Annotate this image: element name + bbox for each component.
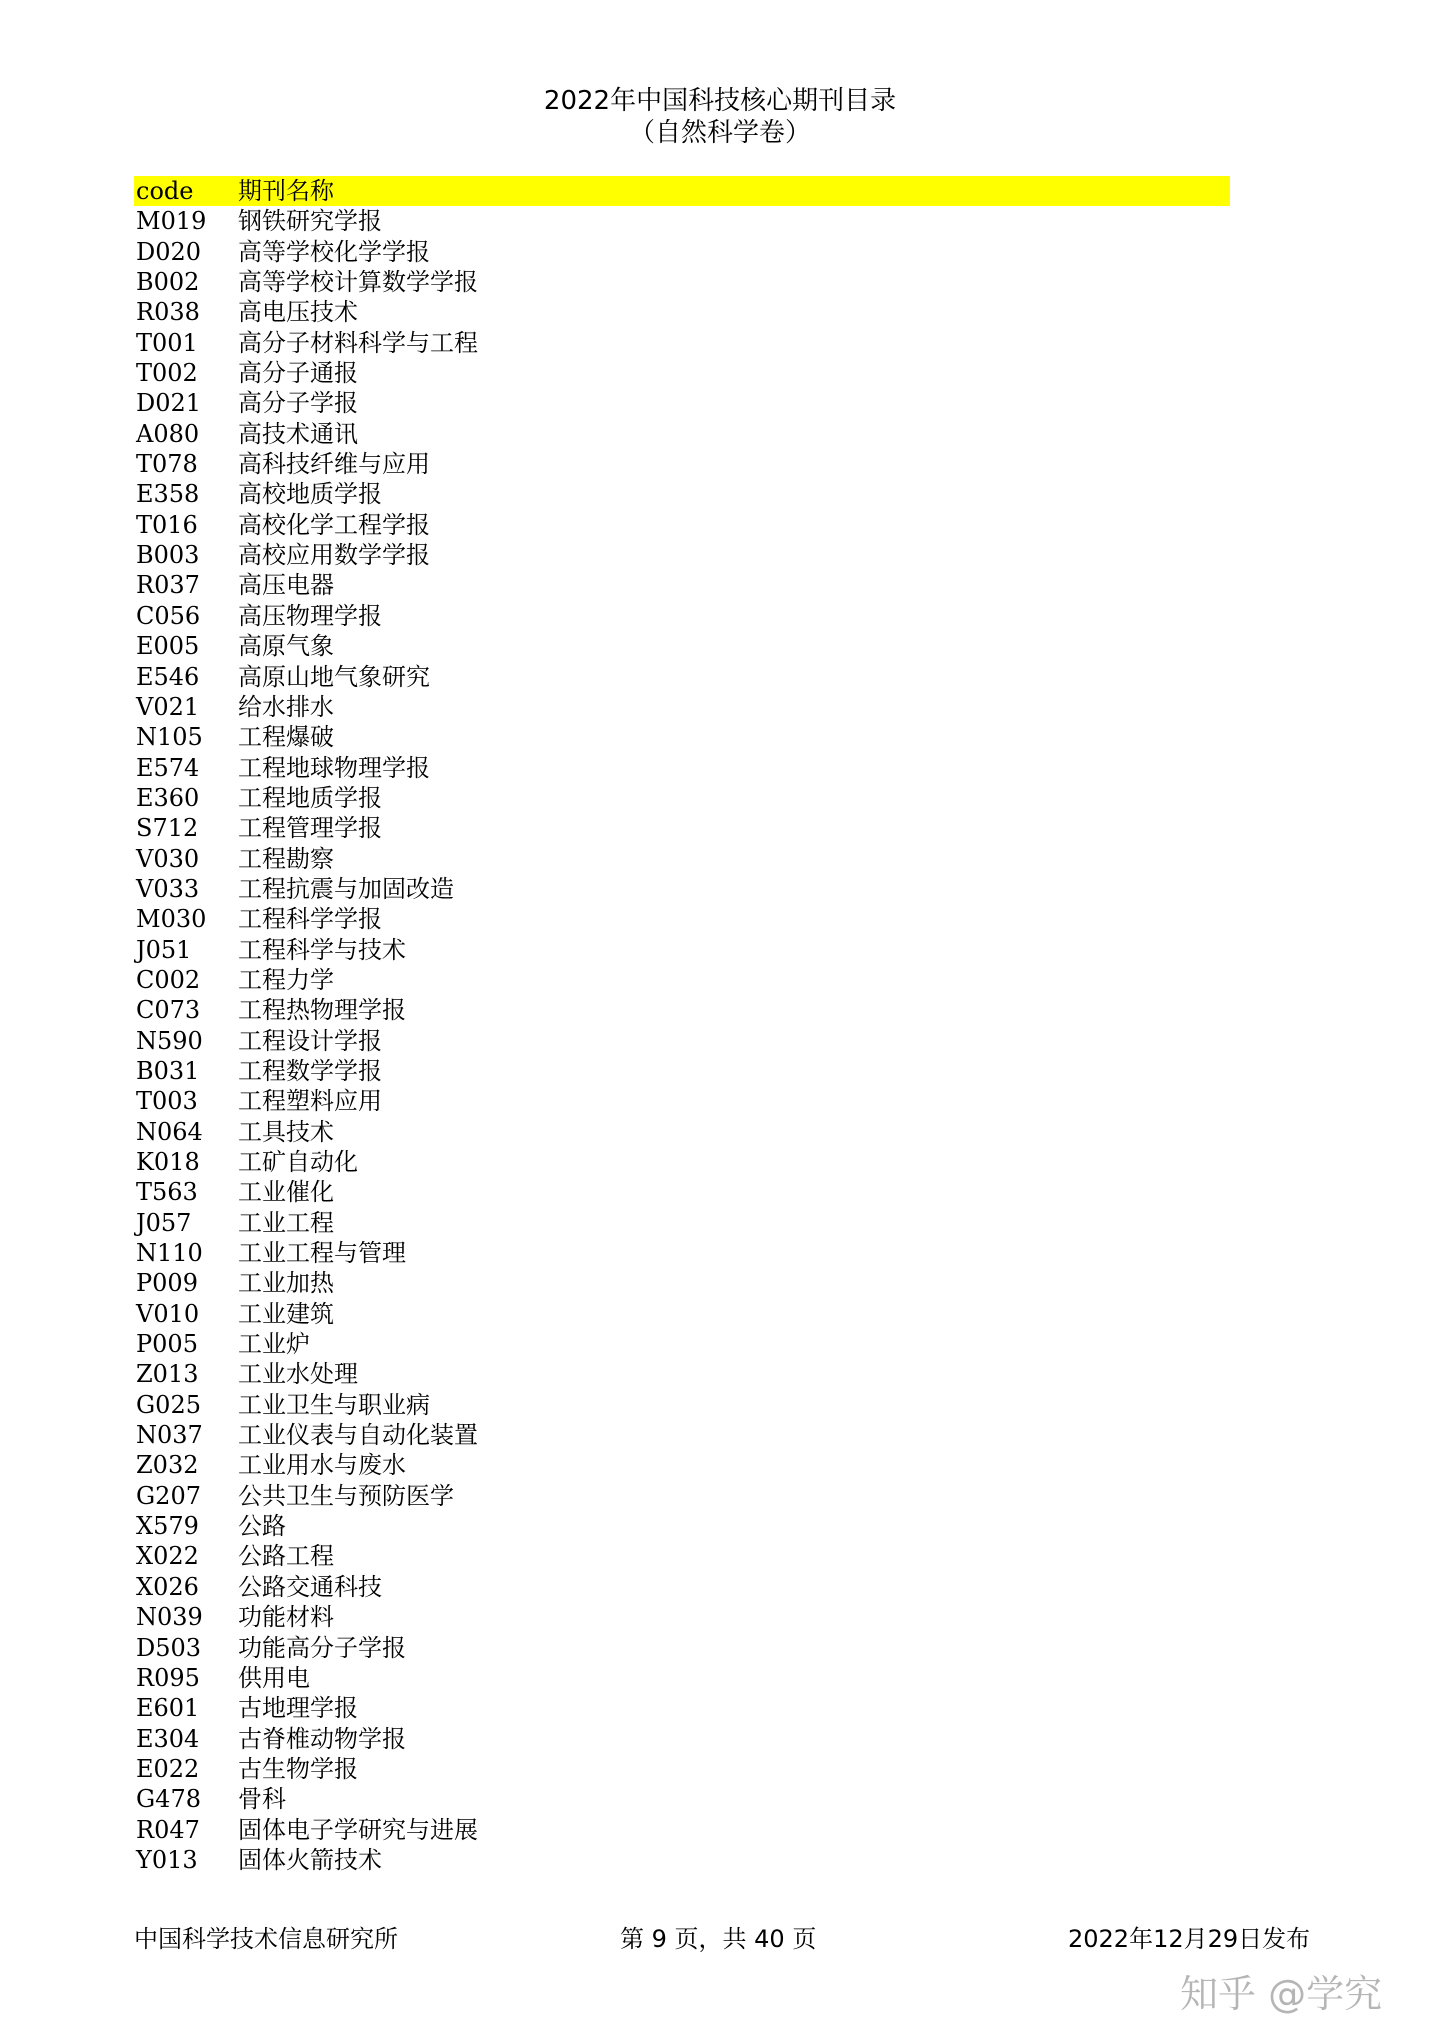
journal-code: N110 xyxy=(136,1239,203,1268)
table-row xyxy=(134,1784,1230,1814)
table-body xyxy=(134,206,1230,1875)
table-row xyxy=(134,206,1230,236)
document-subtitle: （自然科学卷） xyxy=(628,118,811,148)
table-row xyxy=(134,1238,1230,1268)
journal-name: 工业工程与管理 xyxy=(238,1239,406,1268)
journal-code: E304 xyxy=(136,1724,200,1753)
table-row xyxy=(134,1026,1230,1056)
journal-name: 高压物理学报 xyxy=(238,601,382,630)
journal-name: 工程勘察 xyxy=(238,844,334,873)
journal-code: Y013 xyxy=(136,1845,198,1874)
journal-code: V010 xyxy=(136,1299,200,1328)
journal-code: P005 xyxy=(136,1330,198,1359)
journal-name: 高等学校化学学报 xyxy=(238,237,430,266)
table-row xyxy=(134,510,1230,540)
table-row xyxy=(134,601,1230,631)
journal-name: 工业水处理 xyxy=(238,1360,358,1389)
table-row xyxy=(134,1633,1230,1663)
journal-name: 工程数学学报 xyxy=(238,1056,382,1085)
journal-code: G478 xyxy=(136,1785,201,1814)
journal-code: D503 xyxy=(136,1633,202,1662)
table-row xyxy=(134,570,1230,600)
journal-code: R037 xyxy=(136,571,200,600)
table-row xyxy=(134,449,1230,479)
journal-name: 高压电器 xyxy=(238,571,334,600)
journal-name: 工程管理学报 xyxy=(238,814,382,843)
journal-code: M030 xyxy=(136,905,207,934)
journal-name: 高原气象 xyxy=(238,632,334,661)
journal-code: G025 xyxy=(136,1390,201,1419)
journal-code: S712 xyxy=(136,814,199,843)
table-row xyxy=(134,388,1230,418)
journal-name: 工程爆破 xyxy=(238,723,334,752)
table-row xyxy=(134,1359,1230,1389)
journal-code: E005 xyxy=(136,632,200,661)
table-row xyxy=(134,358,1230,388)
journal-code: E601 xyxy=(136,1694,200,1723)
footer-date: 2022年12月29日发布 xyxy=(1068,1925,1311,1953)
journal-code: T563 xyxy=(136,1178,198,1207)
table-row xyxy=(134,1693,1230,1723)
journal-name: 高技术通讯 xyxy=(238,419,358,448)
journal-name: 高电压技术 xyxy=(238,298,358,327)
journal-code: B003 xyxy=(136,541,200,570)
journal-name: 高校应用数学学报 xyxy=(238,541,430,570)
journal-name: 工业催化 xyxy=(238,1178,334,1207)
journal-name: 工程科学学报 xyxy=(238,905,382,934)
journal-code: E546 xyxy=(136,662,200,691)
table-row xyxy=(134,1845,1230,1875)
journal-name: 工业炉 xyxy=(238,1330,310,1359)
table-row xyxy=(134,1208,1230,1238)
journal-code: N590 xyxy=(136,1026,203,1055)
table-row xyxy=(134,1572,1230,1602)
journal-name: 给水排水 xyxy=(238,692,334,721)
table-row xyxy=(134,995,1230,1025)
table-row xyxy=(134,904,1230,934)
journal-name: 工程设计学报 xyxy=(238,1026,382,1055)
table-row xyxy=(134,631,1230,661)
watermark: 知乎 @学究 xyxy=(1180,1972,1383,2016)
journal-name: 工业加热 xyxy=(238,1269,334,1298)
journal-code: C056 xyxy=(136,601,201,630)
journal-code: A080 xyxy=(136,419,200,448)
journal-code: R095 xyxy=(136,1663,200,1692)
journal-code: N039 xyxy=(136,1603,203,1632)
table-row xyxy=(134,479,1230,509)
table-row xyxy=(134,540,1230,570)
journal-name: 古脊椎动物学报 xyxy=(238,1724,406,1753)
journal-code: G207 xyxy=(136,1481,201,1510)
table-row xyxy=(134,1815,1230,1845)
table-row xyxy=(134,662,1230,692)
table-row xyxy=(134,844,1230,874)
table-row xyxy=(134,1268,1230,1298)
journal-name: 高分子学报 xyxy=(238,389,358,418)
table-row xyxy=(134,1511,1230,1541)
journal-name: 钢铁研究学报 xyxy=(238,207,382,236)
table-header-row xyxy=(134,176,1230,206)
journal-name: 功能高分子学报 xyxy=(238,1633,406,1662)
journal-name: 古生物学报 xyxy=(238,1754,358,1783)
journal-name: 工程塑料应用 xyxy=(238,1087,382,1116)
journal-code: J051 xyxy=(136,935,192,964)
journal-code: D020 xyxy=(136,237,202,266)
journal-code: K018 xyxy=(136,1148,200,1176)
table-row xyxy=(134,1177,1230,1207)
journal-code: E358 xyxy=(136,480,200,509)
footer-publisher: 中国科学技术信息研究所 xyxy=(134,1925,398,1953)
table-row xyxy=(134,419,1230,449)
table-row xyxy=(134,1086,1230,1116)
table-row xyxy=(134,237,1230,267)
document-title: 2022年中国科技核心期刊目录 xyxy=(543,86,897,116)
journal-code: X022 xyxy=(136,1542,199,1571)
journal-code: Z032 xyxy=(136,1451,199,1480)
journal-code: E574 xyxy=(136,753,200,782)
table-row xyxy=(134,1450,1230,1480)
journal-code: C073 xyxy=(136,996,201,1025)
table-row xyxy=(134,1420,1230,1450)
journal-code: X026 xyxy=(136,1572,199,1601)
journal-name: 公共卫生与预防医学 xyxy=(238,1481,454,1510)
table-row xyxy=(134,1390,1230,1420)
journal-name: 固体电子学研究与进展 xyxy=(238,1815,478,1844)
table-row xyxy=(134,267,1230,297)
journal-name: 高等学校计算数学学报 xyxy=(238,268,478,297)
journal-name: 高科技纤维与应用 xyxy=(238,450,430,479)
journal-code: N105 xyxy=(136,723,203,752)
journal-name: 高分子通报 xyxy=(238,359,358,388)
journal-name: 工具技术 xyxy=(238,1117,334,1146)
journal-code: T078 xyxy=(136,450,198,479)
journal-name: 工业仪表与自动化装置 xyxy=(238,1421,478,1450)
table-row xyxy=(134,1541,1230,1571)
journal-code: D021 xyxy=(136,389,202,418)
journal-name: 工程地球物理学报 xyxy=(238,753,430,782)
journal-code: Z013 xyxy=(136,1360,199,1389)
journal-name: 公路工程 xyxy=(238,1542,334,1571)
header-code: code xyxy=(136,177,194,205)
table-row xyxy=(134,328,1230,358)
journal-code: R047 xyxy=(136,1815,200,1844)
journal-code: T002 xyxy=(136,359,198,388)
journal-name: 功能材料 xyxy=(238,1603,334,1632)
journal-code: V033 xyxy=(136,874,200,903)
journal-name: 高原山地气象研究 xyxy=(238,662,430,691)
table-row xyxy=(134,1724,1230,1754)
journal-name: 工业卫生与职业病 xyxy=(238,1390,430,1419)
table-row xyxy=(134,813,1230,843)
journal-name: 供用电 xyxy=(238,1663,310,1692)
table-row xyxy=(134,1147,1230,1177)
journal-name: 古地理学报 xyxy=(238,1694,358,1723)
journal-code: P009 xyxy=(136,1269,198,1298)
journal-name: 公路交通科技 xyxy=(238,1572,382,1601)
journal-code: B002 xyxy=(136,268,200,297)
table-row xyxy=(134,722,1230,752)
journal-code: R038 xyxy=(136,298,200,327)
journal-name: 工程力学 xyxy=(238,965,334,994)
journal-name: 工业用水与废水 xyxy=(238,1451,406,1480)
table-row xyxy=(134,692,1230,722)
table-row xyxy=(134,783,1230,813)
journal-code: T016 xyxy=(136,510,198,539)
journal-name: 高校化学工程学报 xyxy=(238,510,430,539)
journal-name: 工程抗震与加固改造 xyxy=(238,874,454,903)
table-row xyxy=(134,1117,1230,1147)
journal-code: B031 xyxy=(136,1056,200,1085)
journal-name: 公路 xyxy=(238,1512,286,1541)
journal-name: 高校地质学报 xyxy=(238,480,382,509)
journal-code: N037 xyxy=(136,1421,203,1450)
journal-name: 高分子材料科学与工程 xyxy=(238,328,478,357)
journal-code: C002 xyxy=(136,965,201,994)
table-row xyxy=(134,1056,1230,1086)
journal-name: 固体火箭技术 xyxy=(238,1845,382,1874)
journal-code: T001 xyxy=(136,328,198,357)
table-row xyxy=(134,1663,1230,1693)
journal-code: E022 xyxy=(136,1754,200,1783)
table-row xyxy=(134,1481,1230,1511)
journal-name: 工程地质学报 xyxy=(238,783,382,812)
table-row xyxy=(134,1602,1230,1632)
table-row xyxy=(134,297,1230,327)
journal-name: 工程热物理学报 xyxy=(238,996,406,1025)
journal-code: E360 xyxy=(136,783,200,812)
table-row xyxy=(134,874,1230,904)
journal-table xyxy=(134,176,1230,1875)
table-row xyxy=(134,935,1230,965)
header-journal-name: 期刊名称 xyxy=(238,177,334,205)
journal-code: X579 xyxy=(136,1512,199,1541)
journal-code: J057 xyxy=(136,1208,192,1237)
table-row xyxy=(134,1754,1230,1784)
table-row xyxy=(134,1329,1230,1359)
table-row xyxy=(134,965,1230,995)
journal-code: V021 xyxy=(136,692,200,721)
journal-code: V030 xyxy=(136,844,200,873)
table-row xyxy=(134,753,1230,783)
journal-name: 工矿自动化 xyxy=(238,1148,358,1176)
footer-page-info: 第 9 页，共 40 页 xyxy=(620,1925,817,1953)
journal-name: 工业工程 xyxy=(238,1208,334,1237)
journal-name: 骨科 xyxy=(238,1785,286,1814)
journal-code: T003 xyxy=(136,1087,198,1116)
journal-name: 工业建筑 xyxy=(238,1299,334,1328)
journal-code: N064 xyxy=(136,1117,203,1146)
table-row xyxy=(134,1299,1230,1329)
journal-code: M019 xyxy=(136,207,207,236)
journal-name: 工程科学与技术 xyxy=(238,935,406,964)
